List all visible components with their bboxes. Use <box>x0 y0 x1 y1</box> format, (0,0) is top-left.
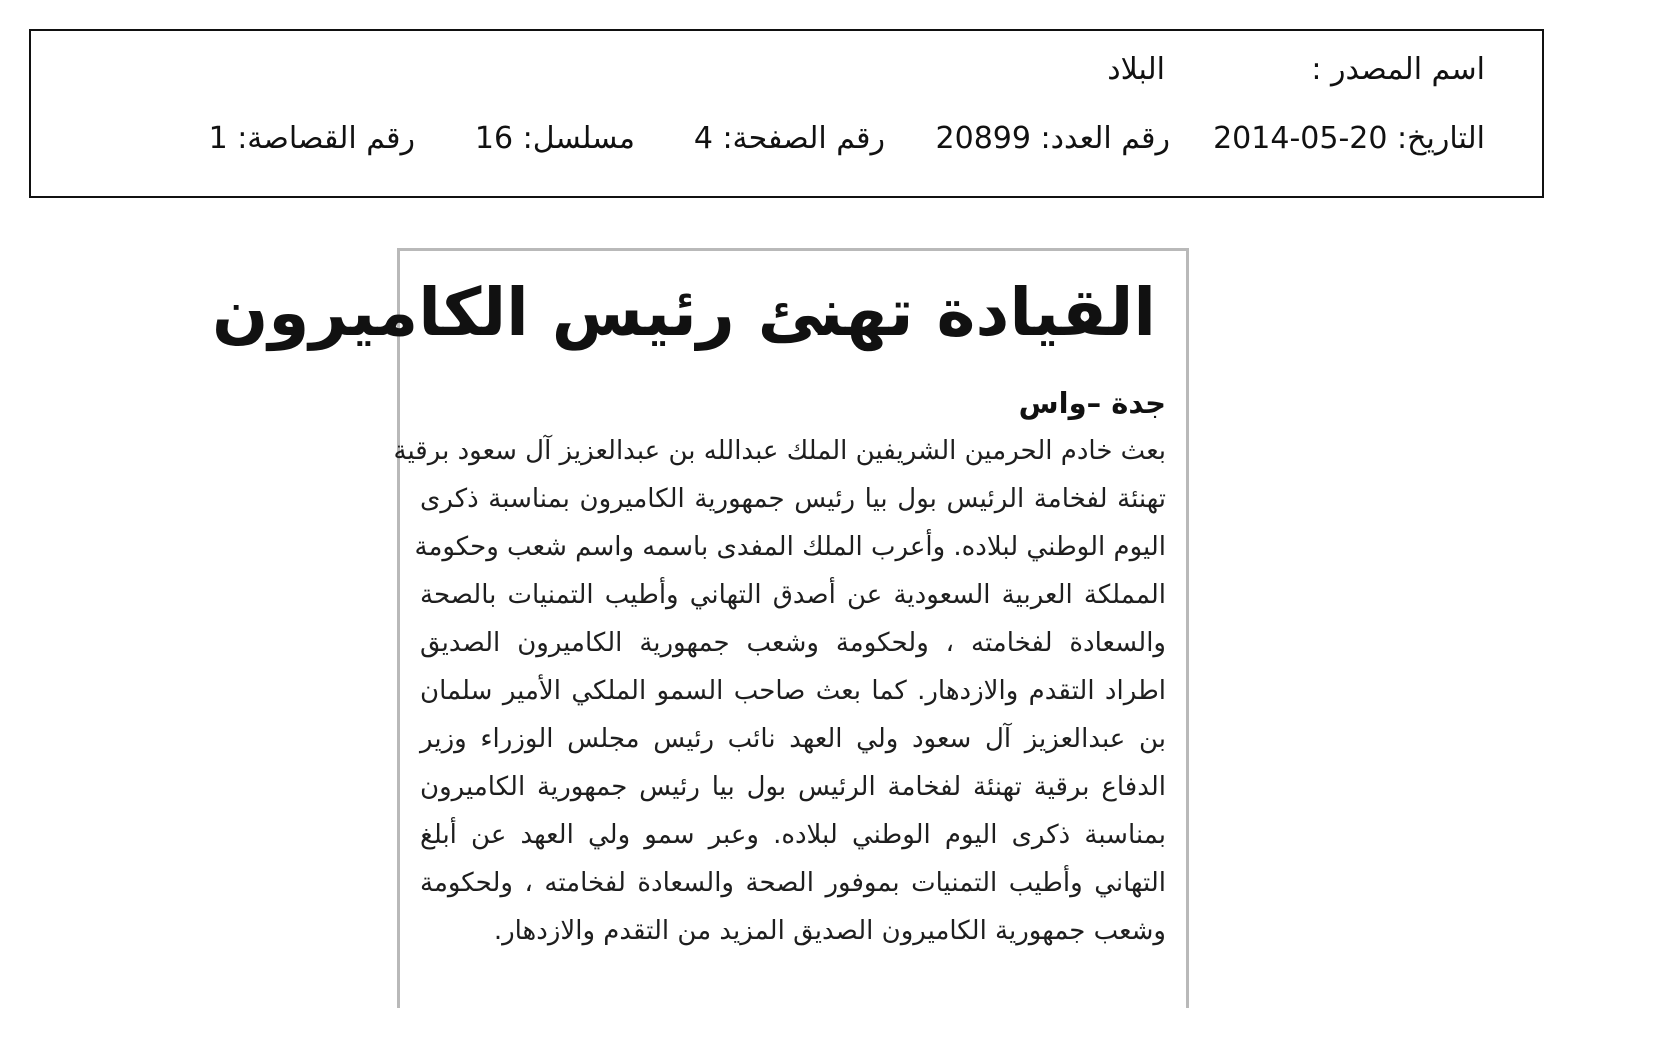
article-line: والسعادة لفخامته ، ولحكومة وشعب جمهورية الكاميرون الصديق <box>420 628 1166 658</box>
date-field: التاريخ: 20-05-2014 <box>1213 121 1485 156</box>
article-dateline: جدة –واس <box>1018 386 1166 420</box>
article-line: وشعب جمهورية الكاميرون الصديق المزيد من التقدم والازدهار. <box>493 916 1166 946</box>
article-line: بمناسبة ذكرى اليوم الوطني لبلاده. وعبر سمو ولي العهد عن أبلغ <box>420 820 1166 850</box>
serial-field: مسلسل: 16 <box>474 121 635 156</box>
article-line: التهاني وأطيب التمنيات بموفور الصحة والسعادة لفخامته ، ولحكومة <box>420 868 1166 898</box>
news-clipping <box>212 248 1189 1008</box>
article-line: بعث خادم الحرمين الشريفين الملك عبدالله بن عبدالعزيز آل سعود برقية <box>393 436 1166 466</box>
source-value: البلاد <box>1107 52 1165 87</box>
article-line: اليوم الوطني لبلاده. وأعرب الملك المفدى باسمه واسم شعب وحكومة <box>414 532 1166 562</box>
source-label: اسم المصدر : <box>1311 52 1485 87</box>
clip-number-field: رقم القصاصة: 1 <box>208 121 415 156</box>
article-line: تهنئة لفخامة الرئيس بول بيا رئيس جمهورية الكاميرون بمناسبة ذكرى <box>420 484 1166 514</box>
page-number-field: رقم الصفحة: 4 <box>693 121 885 156</box>
article-line: المملكة العربية السعودية عن أصدق التهاني وأطيب التمنيات بالصحة <box>420 580 1166 610</box>
issue-number-field: رقم العدد: 20899 <box>935 121 1170 156</box>
article-headline: القيادة تهنئ رئيس الكاميرون <box>212 274 1156 351</box>
article-line: اطراد التقدم والازدهار. كما بعث صاحب السمو الملكي الأمير سلمان <box>420 676 1166 706</box>
article-line: بن عبدالعزيز آل سعود ولي العهد نائب رئيس مجلس الوزراء وزير <box>420 724 1166 754</box>
article-line: الدفاع برقية تهنئة لفخامة الرئيس بول بيا رئيس جمهورية الكاميرون <box>420 772 1166 802</box>
